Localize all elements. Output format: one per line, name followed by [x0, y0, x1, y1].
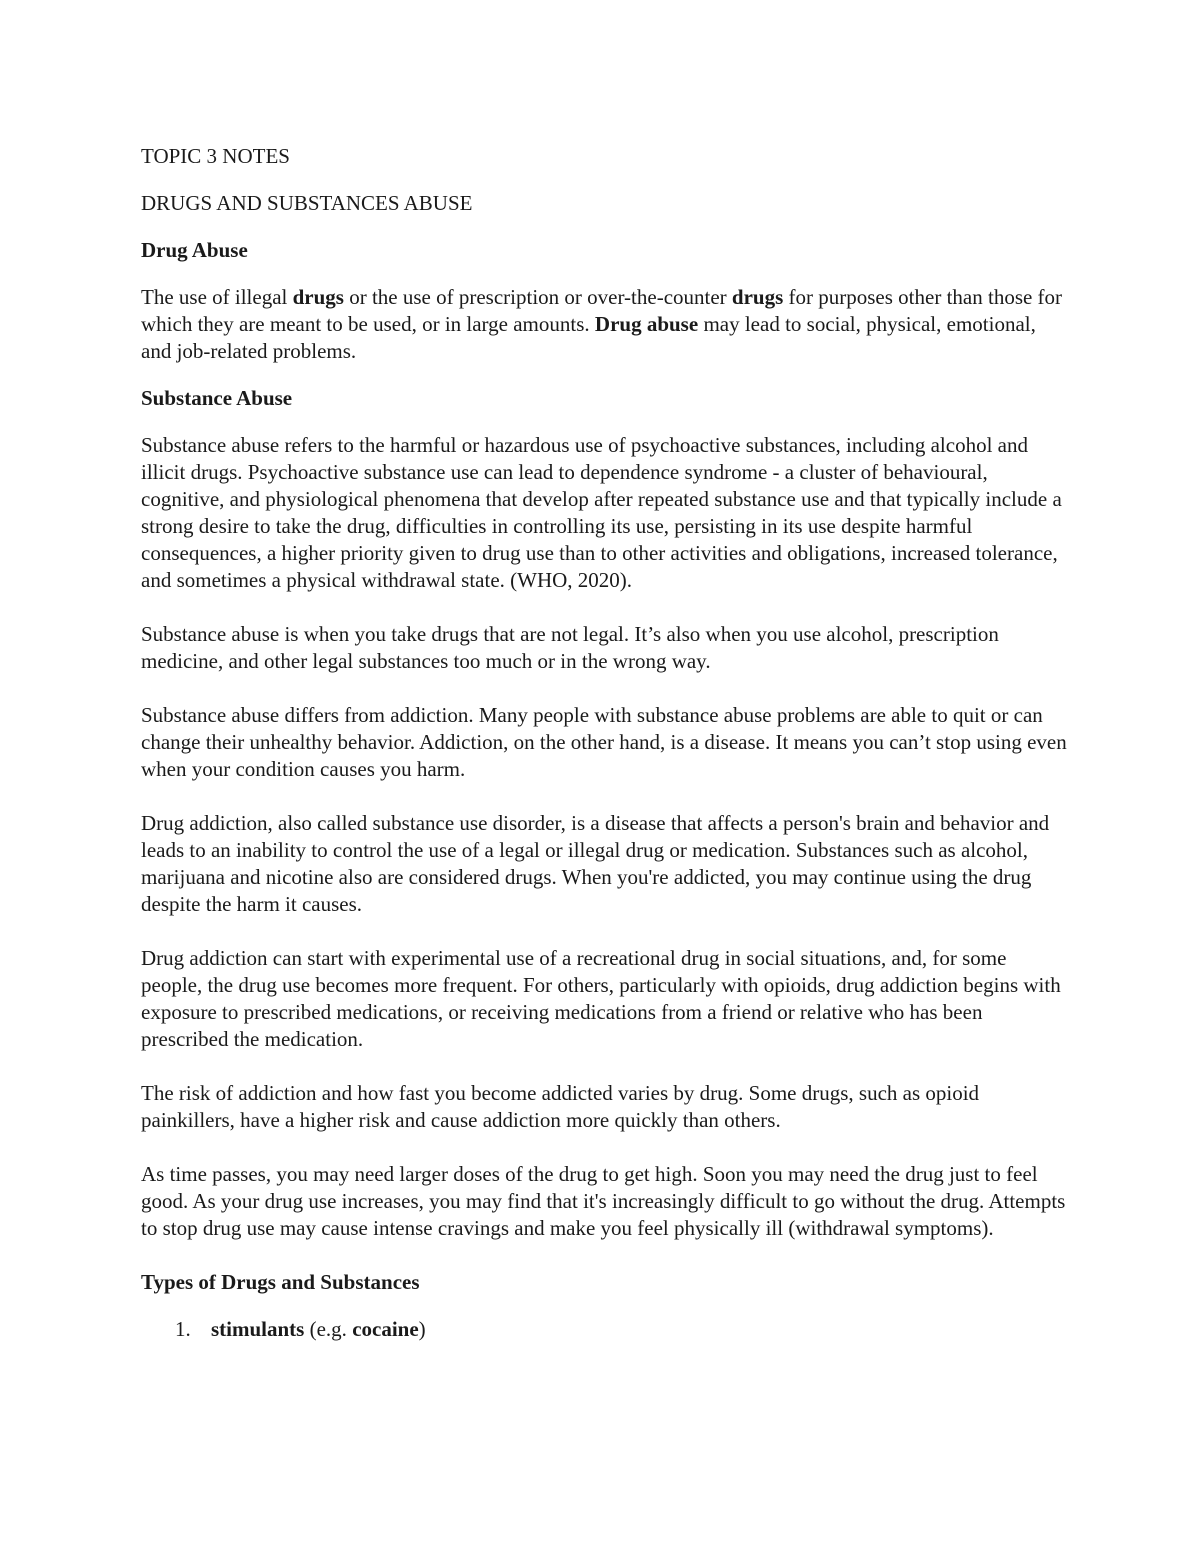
text-run: ) [418, 1317, 426, 1341]
substance-abuse-heading: Substance Abuse [141, 386, 293, 410]
types-heading: Types of Drugs and Substances [141, 1270, 420, 1294]
substance-abuse-paragraph: Substance abuse refers to the harmful or hazardous use of psychoactive substances, including alcohol and illicit drugs. Psychoactive substance use can lead to dependence syndrome - a cluster of behavioural, cognitive, and physiological phenomena that develop after repeated substance use and that typically include a strong desire to take the drug, difficulties in controlling its use, persisting in its use despite harmful consequences, a higher priority given to drug use than to other activities and obligations, increased tolerance, and sometimes a physical withdrawal state. (WHO, 2020). [141, 433, 1062, 592]
list-item-label: stimulants [211, 1317, 305, 1341]
document-title: TOPIC 3 NOTES [141, 144, 290, 168]
bold-term: drugs [292, 285, 344, 309]
bold-term: drugs [731, 285, 784, 309]
text-run: for purposes other than those for which they are meant to be used, or in large amounts. [141, 285, 1063, 336]
substance-abuse-paragraph: Drug addiction, also called substance use disorder, is a disease that affects a person's brain and behavior and leads to an inability to control the use of a legal or illegal drug or medication. Substances such as alcohol, marijuana and nicotine also are considered drugs. When you're addicted, you may continue using the drug despite the harm it causes. [141, 811, 1050, 916]
substance-abuse-paragraph: Substance abuse is when you take drugs that are not legal. It’s also when you use alcohol, prescription medicine, and other legal substances too much or in the wrong way. [141, 622, 999, 673]
document-subtitle: DRUGS AND SUBSTANCES ABUSE [141, 191, 473, 215]
substance-abuse-paragraph: Drug addiction can start with experimental use of a recreational drug in social situations, and, for some people, the drug use becomes more frequent. For others, particularly with opioids, drug addiction begins with exposure to prescribed medications, or receiving medications from a friend or relative who has been prescribed the medication. [141, 946, 1061, 1051]
text-run: or the use of prescription or over-the-counter [343, 285, 732, 309]
bold-term: Drug abuse [594, 312, 699, 336]
document-body [141, 143, 1071, 1343]
text-run: may lead to social, physical, emotional, and job-related problems. [141, 312, 1036, 363]
substance-abuse-paragraph: As time passes, you may need larger doses of the drug to get high. Soon you may need the drug just to feel good. As your drug use increases, you may find that it's increasingly difficult to go without the drug. Attempts to stop drug use may cause intense cravings and make you feel physically ill (withdrawal symptoms). [141, 1162, 1066, 1240]
substance-abuse-paragraph: The risk of addiction and how fast you become addicted varies by drug. Some drugs, such as opioid painkillers, have a higher risk and cause addiction more quickly than others. [141, 1081, 980, 1132]
text-run: (e.g. [304, 1317, 353, 1341]
drug-abuse-definition [141, 284, 1071, 365]
drug-abuse-heading: Drug Abuse [141, 238, 248, 262]
list-number: 1. [175, 1317, 191, 1341]
substance-abuse-paragraph: Substance abuse differs from addiction. Many people with substance abuse problems are able to quit or can change their unhealthy behavior. Addiction, on the other hand, is a disease. It means you can’t stop using even when your condition causes you harm. [141, 703, 1067, 781]
list-item [141, 1316, 1071, 1343]
list-item-example: cocaine [352, 1317, 419, 1341]
text-run: The use of illegal [141, 285, 293, 309]
